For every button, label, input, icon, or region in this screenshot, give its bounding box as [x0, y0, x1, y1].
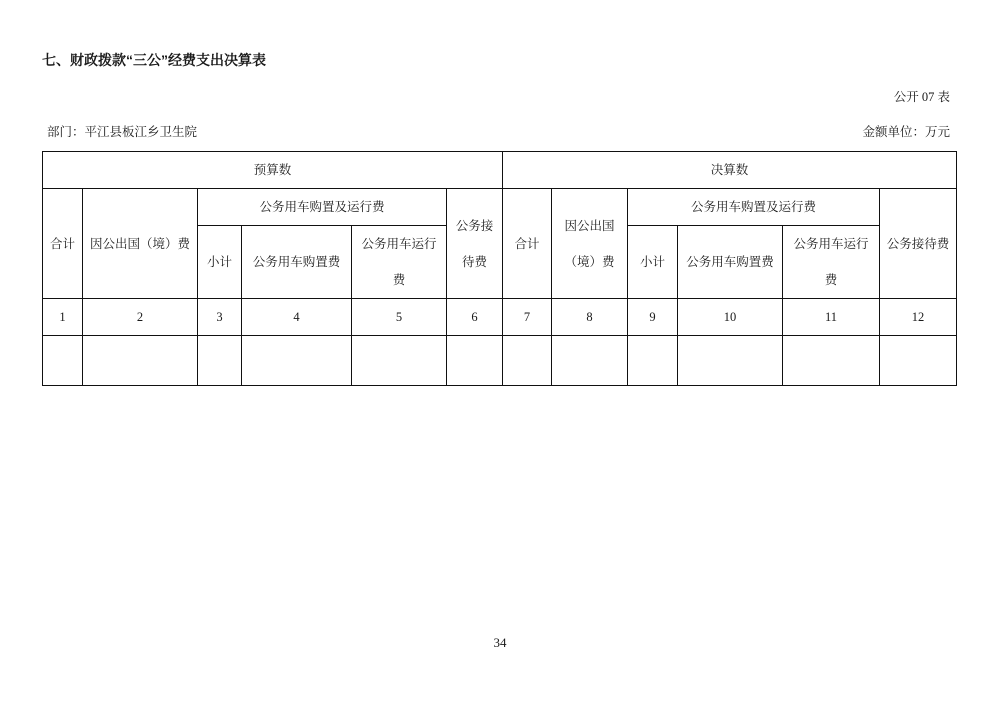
table-cell — [783, 336, 880, 386]
group-header-row — [43, 152, 957, 189]
actual-group-header: 决算数 — [503, 152, 957, 189]
column-number: 8 — [552, 299, 628, 336]
budget-total-header: 合计 — [43, 189, 83, 299]
actual-reception-header: 公务接待费 — [880, 189, 957, 299]
table-cell — [552, 336, 628, 386]
budget-vehicle-operation-header-cell — [352, 226, 447, 299]
subgroup-header-row — [43, 189, 957, 226]
column-number: 12 — [880, 299, 957, 336]
actual-overseas-header-cell — [552, 189, 628, 299]
table-cell — [43, 336, 83, 386]
table-cell — [447, 336, 503, 386]
table-cell — [242, 336, 352, 386]
column-number: 5 — [352, 299, 447, 336]
form-number: 公开 07 表 — [893, 90, 950, 104]
column-number: 11 — [783, 299, 880, 336]
three-public-expenses-table — [42, 151, 957, 386]
table-cell — [83, 336, 198, 386]
table-cell — [880, 336, 957, 386]
column-number-row — [43, 299, 957, 336]
column-number: 10 — [678, 299, 783, 336]
budget-reception-header: 公务接待费 — [455, 218, 494, 269]
actual-vehicle-operation-header-cell — [783, 226, 880, 299]
actual-total-header: 合计 — [503, 189, 552, 299]
table-cell — [198, 336, 242, 386]
actual-vehicle-operation-header: 公务用车运行费 — [793, 237, 869, 287]
department-label: 部门：平江县板江乡卫生院 — [47, 125, 198, 139]
column-number: 6 — [447, 299, 503, 336]
column-number: 1 — [43, 299, 83, 336]
budget-reception-header-cell — [447, 189, 503, 299]
actual-subtotal-header: 小计 — [628, 226, 678, 299]
table-cell — [503, 336, 552, 386]
column-number: 9 — [628, 299, 678, 336]
budget-overseas-header: 因公出国（境）费 — [83, 189, 198, 299]
column-number: 3 — [198, 299, 242, 336]
page-number: 34 — [493, 635, 507, 650]
column-number: 7 — [503, 299, 552, 336]
budget-vehicle-operation-header: 公务用车运行费 — [361, 237, 437, 287]
budget-group-header: 预算数 — [43, 152, 503, 189]
actual-overseas-header: 因公出国（境）费 — [564, 218, 615, 269]
column-number: 4 — [242, 299, 352, 336]
table-cell — [628, 336, 678, 386]
table-cell — [352, 336, 447, 386]
amount-unit-label: 金额单位：万元 — [862, 125, 950, 139]
column-number: 2 — [83, 299, 198, 336]
table-cell — [678, 336, 783, 386]
actual-vehicle-group-header: 公务用车购置及运行费 — [628, 189, 880, 226]
page-title: 七、财政拨款“三公”经费支出决算表 — [42, 52, 266, 68]
budget-subtotal-header: 小计 — [198, 226, 242, 299]
actual-vehicle-purchase-header: 公务用车购置费 — [678, 226, 783, 299]
budget-vehicle-purchase-header: 公务用车购置费 — [242, 226, 352, 299]
table-row — [43, 336, 957, 386]
budget-vehicle-group-header: 公务用车购置及运行费 — [198, 189, 447, 226]
